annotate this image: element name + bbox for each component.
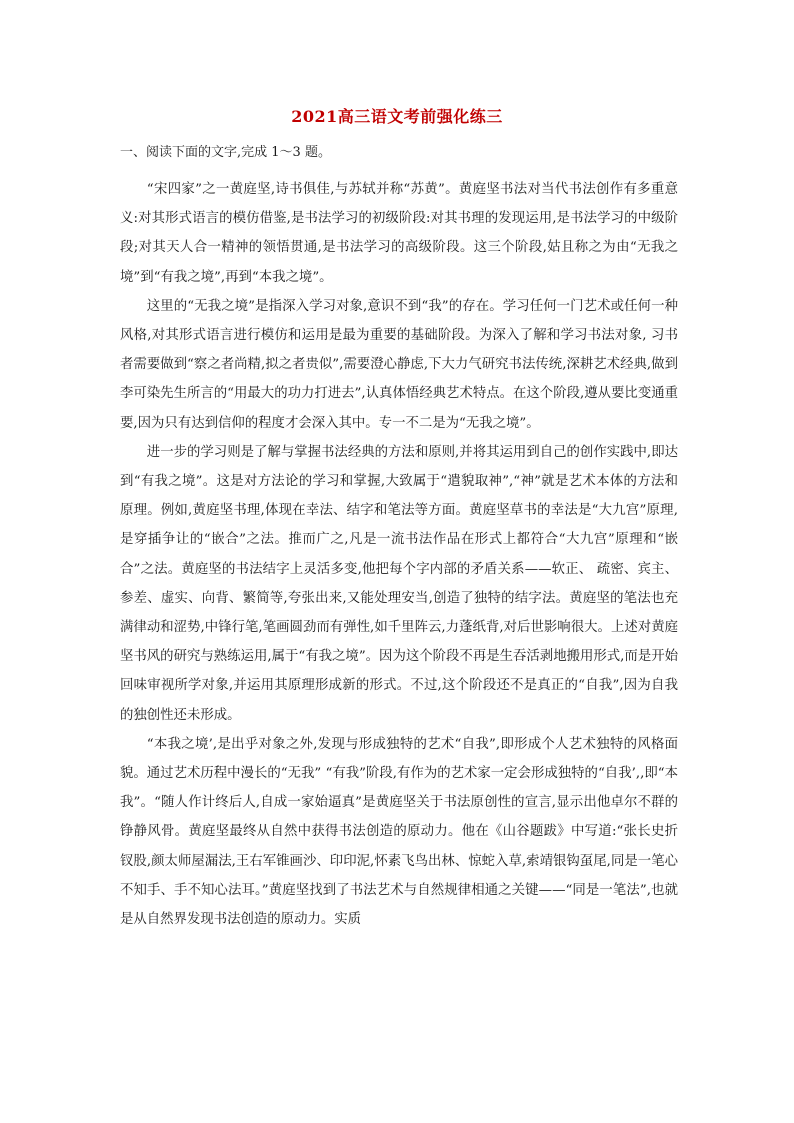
paragraph: 这里的“无我之境”是指深入学习对象,意识不到“我”的存在。学习任何一门艺术或任何一种风格,对其形式语言进行模仿和运用是最为重要的基础阶段。为深入了解和学习书法对象, 习书者需要做到“察之者尚精,拟之者贵似”,需要澄心静虑,下大力气研究书法传统,深耕艺术经典,做到李可染先生所言的“用最大的功力打进去”,认真体悟经典艺术特点。在这个阶段,遵从要比变通重要,因为只有达到信仰的程度才会深入其中。专一不二是为“无我之境”。: [120, 298, 678, 431]
paragraph: “宋四家”之一黄庭坚,诗书俱佳,与苏轼并称“苏黄”。黄庭坚书法对当代书法创作有多重意义:对其形式语言的模仿借鉴,是书法学习的初级阶段:对其书理的发现运用,是书法学习的中级阶段;对其天人合一精神的领悟贯通,是书法学习的高级阶段。这三个阶段,姑且称之为由“无我之境”到“有我之境”,再到“本我之境”。: [120, 182, 678, 285]
paragraph: “本我之境’,是出乎对象之外,发现与形成独特的艺术“自我”,即形成个人艺术独特的风格面貌。通过艺术历程中漫长的“无我” “有我”阶段,有作为的艺术家一定会形成独特的“自我’,,即“本我”。“随人作计终后人,自成一家始逼真”是黄庭坚关于书法原创性的宣言,显示出他卓尔不群的铮静风骨。黄庭坚最终从自然中获得书法创造的原动力。他在《山谷题跋》中写道:“张长史折钗股,颜太师屋漏法,王右军锥画沙、印印泥,怀素飞鸟出林、惊蛇入草,索靖银钩虿尾,同是一笔心不知手、手不知心法耳。”黄庭坚找到了书法艺术与自然规律相通之关键——“同是一笔法”,也就是从自然界发现书法创造的原动力。实质: [120, 736, 678, 928]
section-instruction: 一、阅读下面的文字,完成 1～3 题。: [120, 145, 331, 160]
document-title: 2021高三语文考前强化练三: [291, 107, 503, 126]
article-body: [120, 175, 678, 934]
paragraph: 进一步的学习则是了解与掌握书法经典的方法和原则,并将其运用到自己的创作实践中,即达到“有我之境”。这是对方法论的学习和掌握,大致属于“遣貌取神”,“神”就是艺术本体的方法和原理。例如,黄庭坚书理,体现在幸法、结字和笔法等方面。黄庭坚草书的幸法是“大九宫”原理,是穿插争让的“嵌合”之法。推而广之,凡是一流书法作品在形式上都符合“大九宫”原理和“嵌合”之法。黄庭坚的书法结字上灵活多变,他把每个字内部的矛盾关系——软正、 疏密、宾主、参差、虚实、向背、繁简等,夸张出来,又能处理安当,创造了独特的结字法。黄庭坚的笔法也充满律动和涩势,中锋行笔,笔画圆劲而有弹性,如千里阵云,力蓬纸背,对后世影响很大。上述对黄庭坚书风的研究与熟练运用,属于“有我之境”。因为这个阶段不再是生吞活剥地搬用形式,而是开始回味审视所学对象,并运用其原理形成新的形式。不过,这个阶段还不是真正的“自我”,因为自我的独创性还未形成。: [120, 444, 678, 723]
